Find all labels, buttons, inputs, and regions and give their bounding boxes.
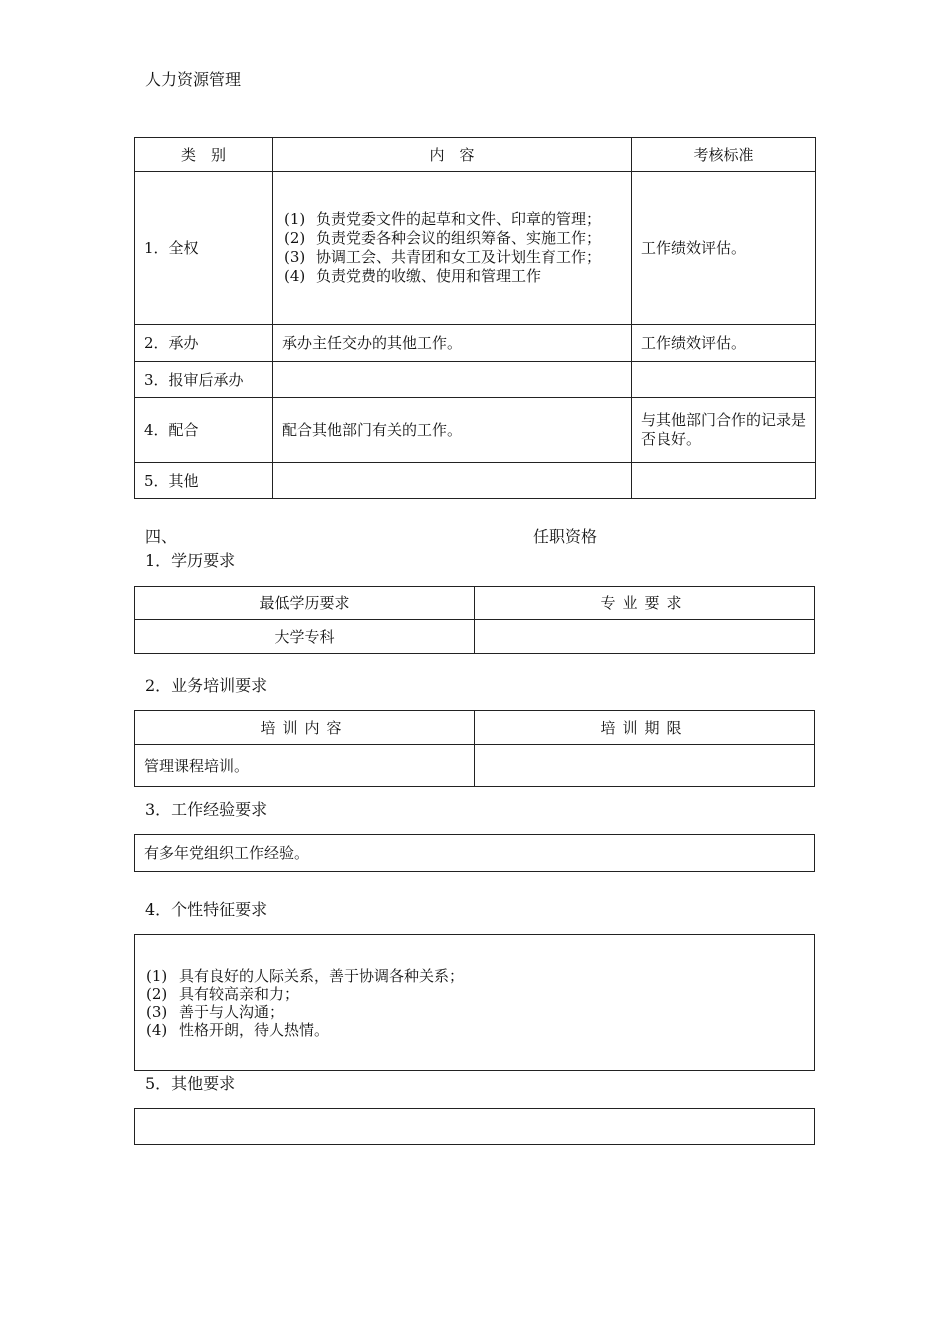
table-row [135,745,815,787]
experience-value: 有多年党组织工作经验。 [135,835,815,872]
training-label: 2．业务培训要求 [145,676,268,695]
row-standard [632,362,816,398]
table-row [135,1109,815,1145]
table-row [135,362,816,398]
major-value [475,620,815,654]
list-item [284,267,622,286]
duty-table-header-row [135,138,816,172]
section-title: 任职资格 [533,527,598,546]
header-content: 内 容 [273,138,632,172]
experience-label: 3．工作经验要求 [145,800,268,819]
item-text: 性格开朗，待人热情。 [179,1020,330,1039]
row-standard: 工作绩效评估。 [632,172,816,325]
table-row [135,172,816,325]
item-number: (1) [284,210,306,228]
table-row [135,935,815,1071]
item-text: 善于与人沟通； [179,1002,285,1021]
row-content: 配合其他部门有关的工作。 [273,398,632,463]
education-table [134,586,815,654]
item-number: (1) [146,966,168,985]
row-content [273,172,632,325]
item-text: 负责党费的收缴、使用和管理工作 [316,267,542,285]
item-number: (2) [284,229,306,247]
item-text: 具有较高亲和力； [179,984,300,1003]
education-value: 大学专科 [135,620,475,654]
duty-list [284,210,622,286]
row-category: 4．配合 [135,398,273,463]
row-category: 5．其他 [135,463,273,499]
duty-table [134,137,816,499]
item-number: (3) [284,248,306,266]
table-row [135,463,816,499]
item-text: 负责党委文件的起草和文件、印章的管理； [316,210,602,228]
personality-table [134,934,815,1071]
header-major: 专业要求 [475,587,815,620]
item-text: 具有良好的人际关系，善于协调各种关系； [179,966,465,985]
experience-table [134,834,815,872]
list-item [146,985,805,1003]
row-category: 2．承办 [135,325,273,362]
row-standard [632,463,816,499]
item-number: (4) [146,1020,168,1039]
other-table [134,1108,815,1145]
item-number: (4) [284,267,306,285]
header-category: 类 别 [135,138,273,172]
list-item [146,967,805,985]
row-standard: 与其他部门合作的记录是否良好。 [632,398,816,463]
table-row [135,711,815,745]
personality-cell [135,935,815,1071]
list-item [284,229,622,248]
list-item [146,1003,805,1021]
table-row [135,620,815,654]
item-number: (3) [146,1002,168,1021]
personality-list [146,967,805,1039]
table-row [135,587,815,620]
other-value [135,1109,815,1145]
item-number: (2) [146,984,168,1003]
header-min-education: 最低学历要求 [135,587,475,620]
training-table [134,710,815,787]
header-standard: 考核标准 [632,138,816,172]
item-text: 负责党委各种会议的组织筹备、实施工作； [316,229,602,247]
list-item [284,210,622,229]
training-content-value: 管理课程培训。 [135,745,475,787]
row-category: 1．全权 [135,172,273,325]
item-text: 协调工会、共青团和女工及计划生育工作； [316,248,602,266]
education-label: 1．学历要求 [145,551,236,570]
row-content [273,463,632,499]
table-row [135,835,815,872]
personality-label: 4．个性特征要求 [145,900,268,919]
page-header-title: 人力资源管理 [145,70,242,89]
other-label: 5．其他要求 [145,1074,236,1093]
header-training-content: 培训内容 [135,711,475,745]
row-category: 3．报审后承办 [135,362,273,398]
row-content: 承办主任交办的其他工作。 [273,325,632,362]
list-item [146,1021,805,1039]
section-number: 四、 [145,527,178,546]
row-standard: 工作绩效评估。 [632,325,816,362]
table-row [135,398,816,463]
row-content [273,362,632,398]
header-training-period: 培训期限 [475,711,815,745]
table-row [135,325,816,362]
training-period-value [475,745,815,787]
list-item [284,248,622,267]
